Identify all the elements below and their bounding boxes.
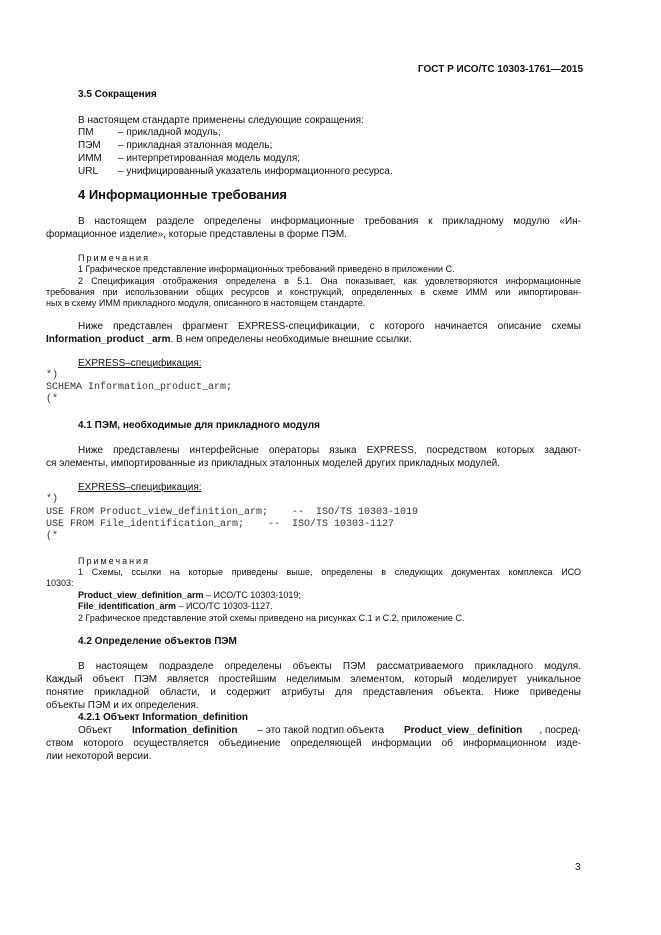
note-1: 1 Графическое представление информационных требований приведено в приложении С.	[78, 264, 455, 274]
section-4-1-para-line: ся элементы, импортированные из прикладных эталонных моделей других прикладных модулей.	[46, 458, 501, 469]
section-4-2-para-line: понятие прикладной области, и содержит атрибуты для представления объекта. Ниже приведены	[46, 687, 581, 698]
entity-name: Information_definition	[131, 725, 238, 736]
code-line: USE FROM File_identification_arm; -- ISO/TS 10303-1127	[46, 519, 395, 530]
definition-line	[78, 725, 581, 737]
note-1-line: 1 Схемы, ссылки на которые приведены выше, определены в следующих документах комплекса ИСО	[78, 567, 581, 577]
abbr-item	[78, 127, 221, 139]
abbr-item	[78, 153, 300, 165]
section-3-5-title: 3.5 Сокращения	[78, 89, 157, 100]
notes-title: Примечания	[78, 253, 150, 263]
note-2: 2 Графическое представление этой схемы приведено на рисунках С.1 и С.2, приложение С.	[78, 613, 465, 623]
abbr-desc: – прикладная эталонная модель;	[118, 140, 273, 151]
reference-doc: – ИСО/ТС 10303-1019;	[203, 590, 301, 600]
express-label: EXPRESS–спецификация:	[78, 358, 202, 369]
note-2-line: ных в схему ИММ прикладного модуля, описанного в настоящем стандарте.	[46, 298, 366, 308]
abbr-item	[78, 140, 272, 152]
note-1-line: 10303:	[46, 578, 74, 588]
express-intro-line: Ниже представлен фрагмент EXPRESS-спецификации, с которого начинается описание схемы	[78, 321, 581, 332]
abbr-term: URL	[78, 166, 99, 177]
code-line: *)	[46, 370, 59, 381]
section-4-2-title: 4.2 Определение объектов ПЭМ	[78, 636, 237, 647]
notes-title: Примечания	[78, 556, 150, 566]
definition-pre: Объект	[78, 725, 115, 736]
section-4-para-line: формационное изделие», которые представлены в форме ПЭМ.	[46, 229, 347, 240]
note-2-line: требования при использовании общих ресурсов и конструкций, определенных в схеме ИММ или импортирован-	[46, 287, 581, 297]
express-intro-rest: . В нем определены необходимые внешние ссылки.	[170, 334, 412, 345]
abbr-term: ИММ	[78, 153, 102, 164]
abbr-item	[78, 166, 393, 178]
section-4-2-1-title: 4.2.1 Объект Information_definition	[78, 712, 248, 723]
reference-item	[78, 601, 273, 612]
code-line: (*	[46, 394, 59, 405]
document-id: ГОСТ Р ИСО/ТС 10303-1761—2015	[417, 64, 583, 75]
section-4-1-para-line: Ниже представлены интерфейсные операторы языка EXPRESS, посредством которых задают-	[78, 445, 581, 456]
abbr-desc: – прикладной модуль;	[118, 127, 221, 138]
schema-name: Information_product _arm	[46, 334, 171, 345]
section-4-2-para-line: объекты ПЭМ и их определения.	[46, 700, 199, 711]
supertype-name: Product_view_ definition	[403, 725, 523, 736]
note-2-line: 2 Спецификация отображения определена в 5.1. Она показывает, как удовлетворяются информационные	[78, 276, 581, 286]
code-line: (*	[46, 531, 59, 542]
code-line: *)	[46, 494, 59, 505]
abbreviations-intro: В настоящем стандарте применены следующие сокращения:	[78, 115, 364, 126]
reference-schema: File_identification_arm	[78, 601, 177, 611]
reference-schema: Product_view_definition_arm	[78, 590, 204, 600]
abbr-desc: – интерпретированная модель модуля;	[118, 153, 301, 164]
reference-doc: – ИСО/ТС 10303-1127.	[176, 601, 273, 611]
definition-line: ством которого осуществляется объединение определяющей информации об информационном изде-	[46, 738, 581, 749]
code-line: USE FROM Product_view_definition_arm; -- ISO/TS 10303-1019	[46, 507, 419, 518]
express-label: EXPRESS–спецификация:	[78, 482, 202, 493]
reference-item	[78, 590, 301, 601]
definition-mid: – это такой подтип объекта	[254, 725, 387, 736]
abbr-term: ПМ	[78, 127, 94, 138]
abbr-desc: – унифицированный указатель информационного ресурса.	[118, 166, 393, 177]
section-4-para-line: В настоящем разделе определены информационные требования к прикладному модулю «Ин-	[78, 216, 581, 227]
section-4-2-para-line: В настоящем подразделе определены объекты ПЭМ рассматриваемого прикладного модуля.	[78, 661, 581, 672]
page-number: 3	[575, 862, 581, 873]
code-line: SCHEMA Information_product_arm;	[46, 382, 233, 393]
section-4-1-title: 4.1 ПЭМ, необходимые для прикладного модуля	[78, 420, 320, 431]
definition-line: лии некоторой версии.	[46, 751, 152, 762]
express-intro-line	[46, 334, 412, 346]
abbr-term: ПЭМ	[78, 140, 101, 151]
section-4-title: 4 Информационные требования	[78, 187, 288, 202]
definition-post: , посред-	[539, 725, 581, 736]
section-4-2-para-line: Каждый объект ПЭМ является простейшим неделимым элементом, который моделирует уникальное	[46, 674, 581, 685]
